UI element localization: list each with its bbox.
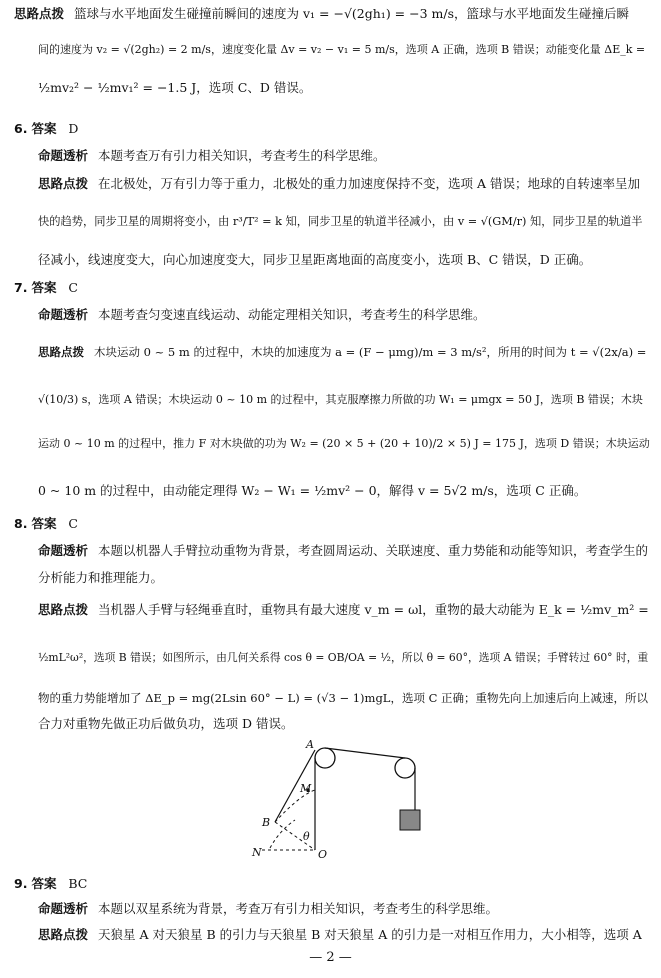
- q5-line-2: 间的速度为 v₂ = √(2gh₂) = 2 m/s，速度变化量 Δv = v₂ − v₁ = 5 m/s，选项 A 正确，选项 B 错误；动能变化量 ΔE_k =: [38, 43, 646, 56]
- q9-intent: 命题透析 本题以双星系统为背景，考查万有引力相关知识，考查考生的科学思维。: [38, 901, 499, 916]
- q6-intent: 命题透析 本题考查万有引力相关知识，考查考生的科学思维。: [38, 148, 386, 163]
- q8-line-4: 合力对重物先做正功后做负功，选项 D 错误。: [38, 716, 294, 731]
- q7-intent: 命题透析 本题考查匀变速直线运动、动能定理相关知识，考查考生的科学思维。: [38, 307, 486, 322]
- q6-answer: 6. 答案 D: [14, 121, 79, 136]
- q8-answer: 8. 答案 C: [14, 516, 78, 531]
- q8-line-3: 物的重力势能增加了 ΔE_p = mg(2Lsin 60° − L) = (√3 − 1)mgL，选项 C 正确；重物先向上加速后向上减速，所以: [38, 691, 649, 705]
- label-n: N: [252, 846, 262, 859]
- q7-line-4: 0 ~ 10 m 的过程中，由动能定理得 W₂ − W₁ = ½mv² − 0，解得 v = 5√2 m/s，选项 C 正确。: [38, 483, 587, 498]
- q5-line-1: 思路点拨 篮球与水平地面发生碰撞前瞬间的速度为 v₁ = −√(2gh₁) = −3 m/s，篮球与水平地面发生碰撞后瞬: [14, 6, 629, 21]
- pointer-tag: 思路点拨: [14, 6, 65, 21]
- q6-line-2: 快的趋势，同步卫星的周期将变小，由 r³/T² = k 知，同步卫星的轨道半径减小，由 v = √(GM/r) 知，同步卫星的轨道半: [38, 215, 643, 228]
- label-theta: θ: [303, 830, 310, 843]
- q8-intent-1: 命题透析 本题以机器人手臂拉动重物为背景，考查圆周运动、关联速度、重力势能和动能等知识，考查学生的: [38, 543, 649, 558]
- q8-line-2: ½mL²ω²，选项 B 错误；如图所示，由几何关系得 cos θ = OB/OA = ½，所以 θ = 60°，选项 A 错误；手臂转过 60° 时，重: [38, 651, 649, 664]
- label-a: A: [306, 740, 314, 751]
- q8-line-1: 思路点拨 当机器人手臂与轻绳垂直时，重物具有最大速度 v_m = ωl，重物的最大动能为 E_k = ½mv_m² =: [38, 602, 649, 617]
- q5-line-3: ½mv₂² − ½mv₁² = −1.5 J，选项 C、D 错误。: [38, 80, 312, 95]
- q7-line-2: √(10/3) s，选项 A 错误；木块运动 0 ~ 10 m 的过程中，其克服摩擦力所做的功 W₁ = μmgx = 50 J，选项 B 错误；木块: [38, 393, 643, 406]
- q6-line-3: 径减小，线速度变大，向心加速度变大，同步卫星距离地面的高度变小，选项 B、C 错误，D 正确。: [38, 252, 592, 267]
- label-o: O: [318, 848, 328, 861]
- page-number: — 2 —: [309, 950, 352, 965]
- q7-line-1: 思路点拨 木块运动 0 ~ 5 m 的过程中，木块的加速度为 a = (F − μmg)/m = 3 m/s²，所用的时间为 t = √(2x/a) =: [38, 345, 647, 359]
- q6-line-1: 思路点拨 在北极处，万有引力等于重力，北极处的重力加速度保持不变，选项 A 错误；地球的自转速率呈加: [38, 176, 640, 191]
- robot-arm-figure: [240, 740, 440, 862]
- q7-line-3: 运动 0 ~ 10 m 的过程中，推力 F 对木块做的功为 W₂ = (20 × 5 + (20 + 10)/2 × 5) J = 175 J，选项 D 错误；木块运动: [38, 437, 650, 450]
- q8-intent-2: 分析能力和推理能力。: [38, 570, 164, 585]
- label-m: M: [300, 782, 312, 795]
- q9-line-1: 思路点拨 天狼星 A 对天狼星 B 的引力与天狼星 B 对天狼星 A 的引力是一对相互作用力，大小相等，选项 A: [38, 927, 642, 942]
- label-b: B: [262, 816, 271, 829]
- q7-answer: 7. 答案 C: [14, 280, 78, 295]
- q9-answer: 9. 答案 BC: [14, 876, 88, 891]
